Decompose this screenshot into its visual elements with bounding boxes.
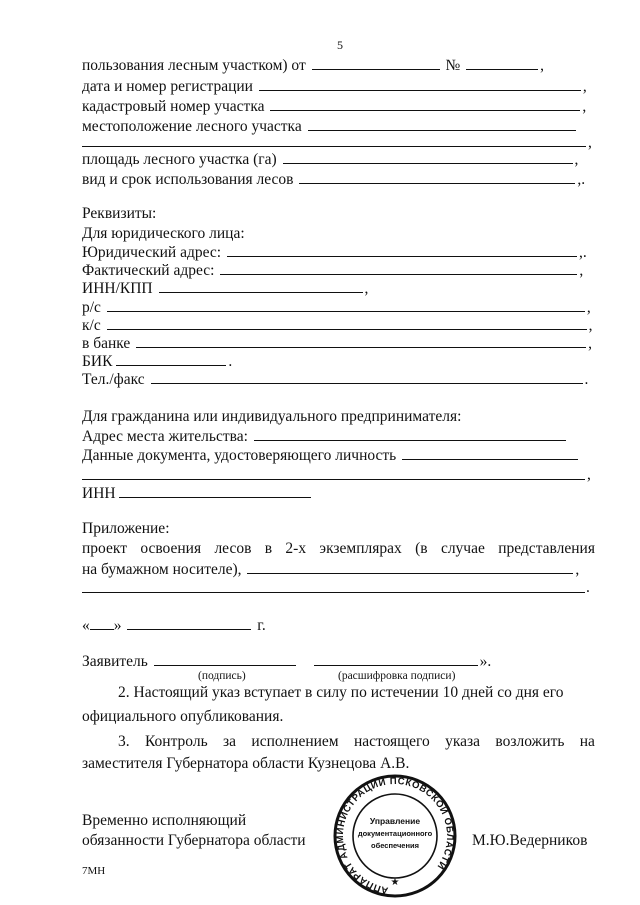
decree-para-3-cont: заместителя Губернатора области Кузнецова А.В. [82, 755, 410, 772]
actual-address-line: Фактический адрес: , [82, 262, 584, 279]
signer-position-2: обязанности Губернатора области [82, 832, 306, 849]
cadastral-blank [270, 97, 580, 111]
area-blank [283, 150, 573, 164]
location-blank-2 [82, 146, 586, 147]
inn-blank [119, 484, 311, 498]
actual-address-blank [220, 261, 577, 275]
attachment-heading: Приложение: [82, 520, 170, 537]
month-blank [127, 616, 251, 630]
lease-line-1-text: пользования лесным участком) от [82, 57, 306, 74]
word: возложить [495, 733, 565, 750]
word: экземплярах [319, 540, 402, 557]
page-number: 5 [337, 38, 343, 52]
rs-label: р/с [82, 299, 101, 316]
stamp-ring-text: АППАРАТ АДМИНИСТРАЦИИ ПСКОВСКОЙ ОБЛАСТИ [334, 775, 456, 896]
stamp-center-1: Управление [369, 816, 421, 826]
legal-address-line: Юридический адрес: ,. [82, 244, 587, 261]
id-doc-label: Данные документа, удостоверяющего личность [82, 447, 397, 464]
number-sign: № [445, 57, 461, 74]
id-doc-blank-2 [82, 479, 585, 480]
attachment-blank [247, 560, 573, 574]
rs-blank [107, 298, 585, 312]
cadastral-line: кадастровый номер участка , [82, 98, 587, 115]
applicant-end: ». [479, 653, 492, 670]
word: проект [82, 540, 127, 557]
ks-line: к/с , [82, 317, 593, 334]
bik-blank [116, 352, 226, 366]
date-blank [312, 56, 440, 70]
word: настоящего [353, 733, 430, 750]
usage-line: вид и срок использования лесов ,. [82, 171, 586, 188]
usage-label: вид и срок использования лесов [82, 171, 294, 188]
applicant-label: Заявитель [82, 653, 148, 670]
phone-blank [151, 370, 583, 384]
open-quote: « [82, 617, 90, 634]
stamp-star-icon: ★ [390, 877, 400, 888]
actual-address-label: Фактический адрес: [82, 262, 215, 279]
decree-para-2: 2. Настоящий указ вступает в силу по истечении 10 дней со дня его [118, 684, 564, 701]
word: 2-х [285, 540, 307, 557]
citizen-heading: Для гражданина или индивидуального предпринимателя: [82, 408, 462, 425]
comma: , [588, 134, 592, 151]
year-suffix: г. [257, 617, 266, 634]
signature-blank [154, 652, 296, 666]
residence-blank [254, 427, 566, 441]
phone-line: Тел./факс . [82, 371, 589, 388]
area-label: площадь лесного участка (га) [82, 151, 277, 168]
ks-blank [107, 316, 587, 330]
residence-label: Адрес места жительства: [82, 428, 248, 445]
location-line [82, 117, 578, 136]
official-stamp [322, 770, 468, 900]
comma: , [587, 466, 591, 483]
attachment-line-2-text: на бумажном носителе), [82, 561, 242, 578]
registration-blank [259, 77, 581, 91]
registration-line: дата и номер регистрации , [82, 78, 587, 95]
id-doc-blank [402, 446, 578, 460]
period: . [586, 579, 590, 596]
bik-line: БИК . [82, 353, 233, 370]
area-line: площадь лесного участка (га) , [82, 151, 579, 168]
word: освоения [140, 540, 202, 557]
attachment-blank-2 [82, 592, 585, 593]
word: за [223, 733, 237, 750]
number-blank [466, 56, 538, 70]
applicant-line [82, 652, 491, 671]
residence-line [82, 427, 568, 446]
attachment-line-1 [82, 540, 595, 558]
decree-para-3 [118, 733, 595, 751]
bank-line: в банке , [82, 335, 593, 352]
signer-position-1: Временно исполняющий [82, 812, 247, 829]
cadastral-label: кадастровый номер участка [82, 98, 265, 115]
day-blank [90, 616, 114, 630]
ks-label: к/с [82, 317, 101, 334]
legal-address-label: Юридический адрес: [82, 244, 222, 261]
inn-kpp-label: ИНН/КПП [82, 280, 153, 297]
phone-label: Тел./факс [82, 371, 145, 388]
bank-label: в банке [82, 335, 131, 352]
signature-caption: (подпись) [198, 670, 246, 682]
bank-blank [136, 334, 586, 348]
requisites-heading: Реквизиты: [82, 205, 157, 222]
word: представления [498, 540, 595, 557]
location-blank [308, 117, 576, 131]
legal-entity-heading: Для юридического лица: [82, 225, 245, 242]
word: указа [445, 733, 481, 750]
bik-label: БИК [82, 353, 113, 370]
signer-name: М.Ю.Ведерников [472, 832, 588, 849]
legal-address-blank [227, 243, 577, 257]
inn-kpp-blank [159, 279, 363, 293]
rs-line: р/с , [82, 299, 591, 316]
word: исполнением [251, 733, 339, 750]
registration-label: дата и номер регистрации [82, 78, 253, 95]
stamp-center-2: документационного [357, 829, 433, 838]
usage-blank [299, 170, 575, 184]
close-quote: » [113, 617, 122, 634]
word: лесов [214, 540, 252, 557]
word: случае [440, 540, 485, 557]
inn-line [82, 484, 313, 503]
word: на [579, 733, 595, 750]
word: Контроль [144, 733, 208, 750]
inn-label: ИНН [82, 485, 116, 502]
id-doc-line [82, 446, 580, 465]
lease-line-1: пользования лесным участком) от № , [82, 57, 545, 74]
stamp-center-3: обеспечения [370, 841, 420, 850]
word: (в [415, 540, 428, 557]
decree-para-2-cont: официального опубликования. [82, 708, 284, 725]
date-line [82, 616, 266, 635]
decoding-caption: (расшифровка подписи) [338, 670, 456, 682]
footer-code: 7МН [82, 865, 106, 877]
inn-kpp-line: ИНН/КПП , [82, 280, 369, 297]
attachment-line-2: на бумажном носителе), , [82, 561, 580, 578]
word: 3. [118, 733, 130, 750]
location-label: местоположение лесного участка [82, 118, 302, 135]
decoding-blank [314, 652, 478, 666]
word: в [264, 540, 273, 557]
